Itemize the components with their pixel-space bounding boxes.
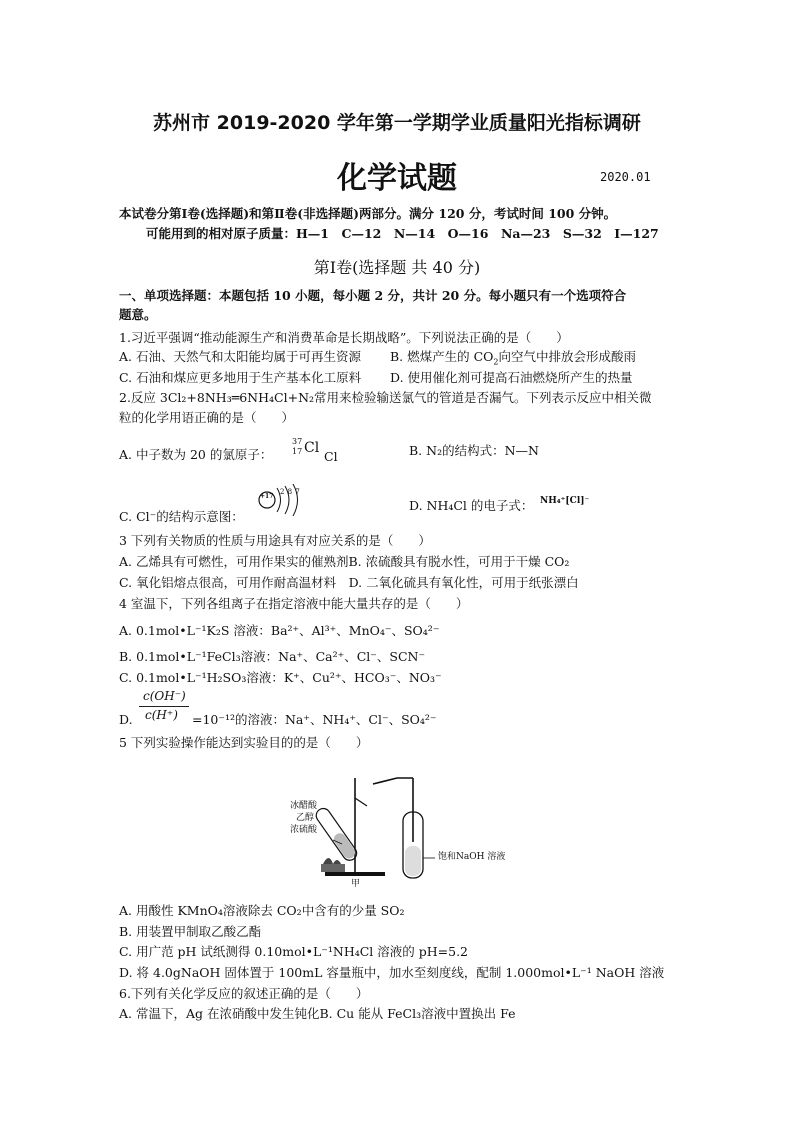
q6-stem: 6.下列有关化学反应的叙述正确的是（ ） [119, 986, 369, 1001]
exam-title: 化学试题 [337, 161, 457, 196]
fig-label-ethanol: 乙醇 [296, 813, 315, 823]
q6-options-ab: A. 常温下，Ag 在浓硝酸中发生钝化B. Cu 能从 FeCl₃溶液中置换出 Fe [119, 1006, 516, 1021]
fig-label-conc-sulfuric-acid: 浓硫酸 [290, 825, 318, 835]
q3-stem: 3 下列有关物质的性质与用途具有对应关系的是（ ） [119, 533, 431, 548]
fig-caption: 甲 [351, 879, 361, 889]
q1-option-b: B. 燃煤产生的 $CO_2$向空气中排放会形成酸雨 [390, 349, 637, 367]
q2-option-c: C. Cl⁻的结构示意图： [119, 509, 244, 524]
section-heading-line-1: 一、单项选择题：本题包括 10 小题，每小题 2 分，共计 20 分。每小题只有一个选项符合 [119, 288, 627, 303]
q4-stem: 4 室温下，下列各组离子在指定溶液中能大量共存的是（ ） [119, 596, 469, 611]
q2-c-electron-shells: 2 8 7 [280, 488, 300, 496]
q1-option-a: A. 石油、天然气和太阳能均属于可再生资源 [119, 349, 361, 364]
section-title: 第Ⅰ卷(选择题 共 40 分) [313, 258, 481, 277]
q2-stem-line-2: 粒的化学用语正确的是（ ） [119, 410, 295, 425]
q4-d-denominator: c(H⁺) [145, 708, 178, 722]
q4-option-a: A. 0.1mol•L⁻¹K₂S 溶液：Ba²⁺、Al³⁺、MnO₄⁻、SO₄²⁻ [119, 623, 440, 638]
fig-label-glacial-acetic-acid: 冰醋酸 [290, 801, 318, 811]
fig-label-sat-naoh: 饱和NaOH 溶液 [438, 852, 506, 862]
q1-option-c: C. 石油和煤应更多地用于生产基本化工原料 [119, 370, 362, 385]
q5-option-c: C. 用广范 pH 试纸测得 0.10mol•L⁻¹NH₄Cl 溶液的 pH=5.2 [119, 944, 468, 959]
q2-a-tail: Cl [324, 449, 338, 464]
school-title: 苏州市 2019-2020 学年第一学期学业质量阳光指标调研 [153, 112, 641, 134]
q5-option-d: D. 将 4.0gNaOH 固体置于 100mL 容量瓶中，加水至刻度线，配制 1.000mol•L⁻¹ NaOH 溶液 [119, 965, 665, 980]
q2-c-nucleus-charge: +17 [260, 493, 274, 500]
q2-option-d: D. NH₄Cl 的电子式： [409, 498, 534, 513]
q1-option-d: D. 使用催化剂可提高石油燃烧所产生的热量 [390, 370, 633, 385]
q2-a-atomic-number: 17 [292, 447, 303, 456]
q5-stem: 5 下列实验操作能达到实验目的的是（ ） [119, 735, 369, 750]
q2-option-b: B. N₂的结构式：N—N [409, 443, 539, 458]
q5-option-a: A. 用酸性 KMnO₄溶液除去 CO₂中含有的少量 SO₂ [119, 903, 405, 918]
q4-d-fraction-bar [139, 706, 189, 707]
exam-date: 2020.01 [600, 170, 651, 184]
q4-option-d-label: D. [119, 712, 133, 727]
q2-d-electron-formula: NH₄⁺[Cl]⁻ [540, 496, 590, 506]
q5-option-b: B. 用装置甲制取乙酸乙酯 [119, 924, 262, 939]
q3-options-cd: C. 氧化铝熔点很高，可用作耐高温材料 D. 二氧化硫具有氧化性，可用于纸张漂白 [119, 575, 579, 590]
q2-a-element-symbol: Cl [304, 440, 320, 456]
q2-option-a: A. 中子数为 20 的氯原子： [119, 447, 273, 462]
section-heading-line-2: 题意。 [119, 307, 157, 322]
q4-option-b: B. 0.1mol•L⁻¹FeCl₃溶液：Na⁺、Ca²⁺、Cl⁻、SCN⁻ [119, 649, 426, 664]
q4-d-numerator: c(OH⁻) [143, 689, 186, 703]
q4-option-d-tail: =10⁻¹²的溶液：Na⁺、NH₄⁺、Cl⁻、SO₄²⁻ [192, 712, 437, 727]
q1-stem: 1.习近平强调“推动能源生产和消费革命是长期战略”。下列说法正确的是（ ） [119, 330, 569, 345]
q4-option-c: C. 0.1mol•L⁻¹H₂SO₃溶液：K⁺、Cu²⁺、HCO₃⁻、NO₃⁻ [119, 670, 442, 685]
intro-line-2: 可能用到的相对原子质量：H—1 C—12 N—14 O—16 Na—23 S—32 I—127 [146, 226, 659, 241]
q2-a-mass-number: 37 [292, 437, 303, 446]
q2-stem-line-1: 2.反应 3Cl₂+8NH₃═6NH₄Cl+N₂常用来检验输送氯气的管道是否漏气。下列表示反应中相关微 [119, 390, 652, 405]
intro-line-1: 本试卷分第Ⅰ卷(选择题)和第Ⅱ卷(非选择题)两部分。满分 120 分，考试时间 100 分钟。 [119, 206, 617, 221]
q3-options-ab: A. 乙烯具有可燃性，可用作果实的催熟剂B. 浓硫酸具有脱水性，可用于干燥 CO₂ [119, 554, 570, 569]
